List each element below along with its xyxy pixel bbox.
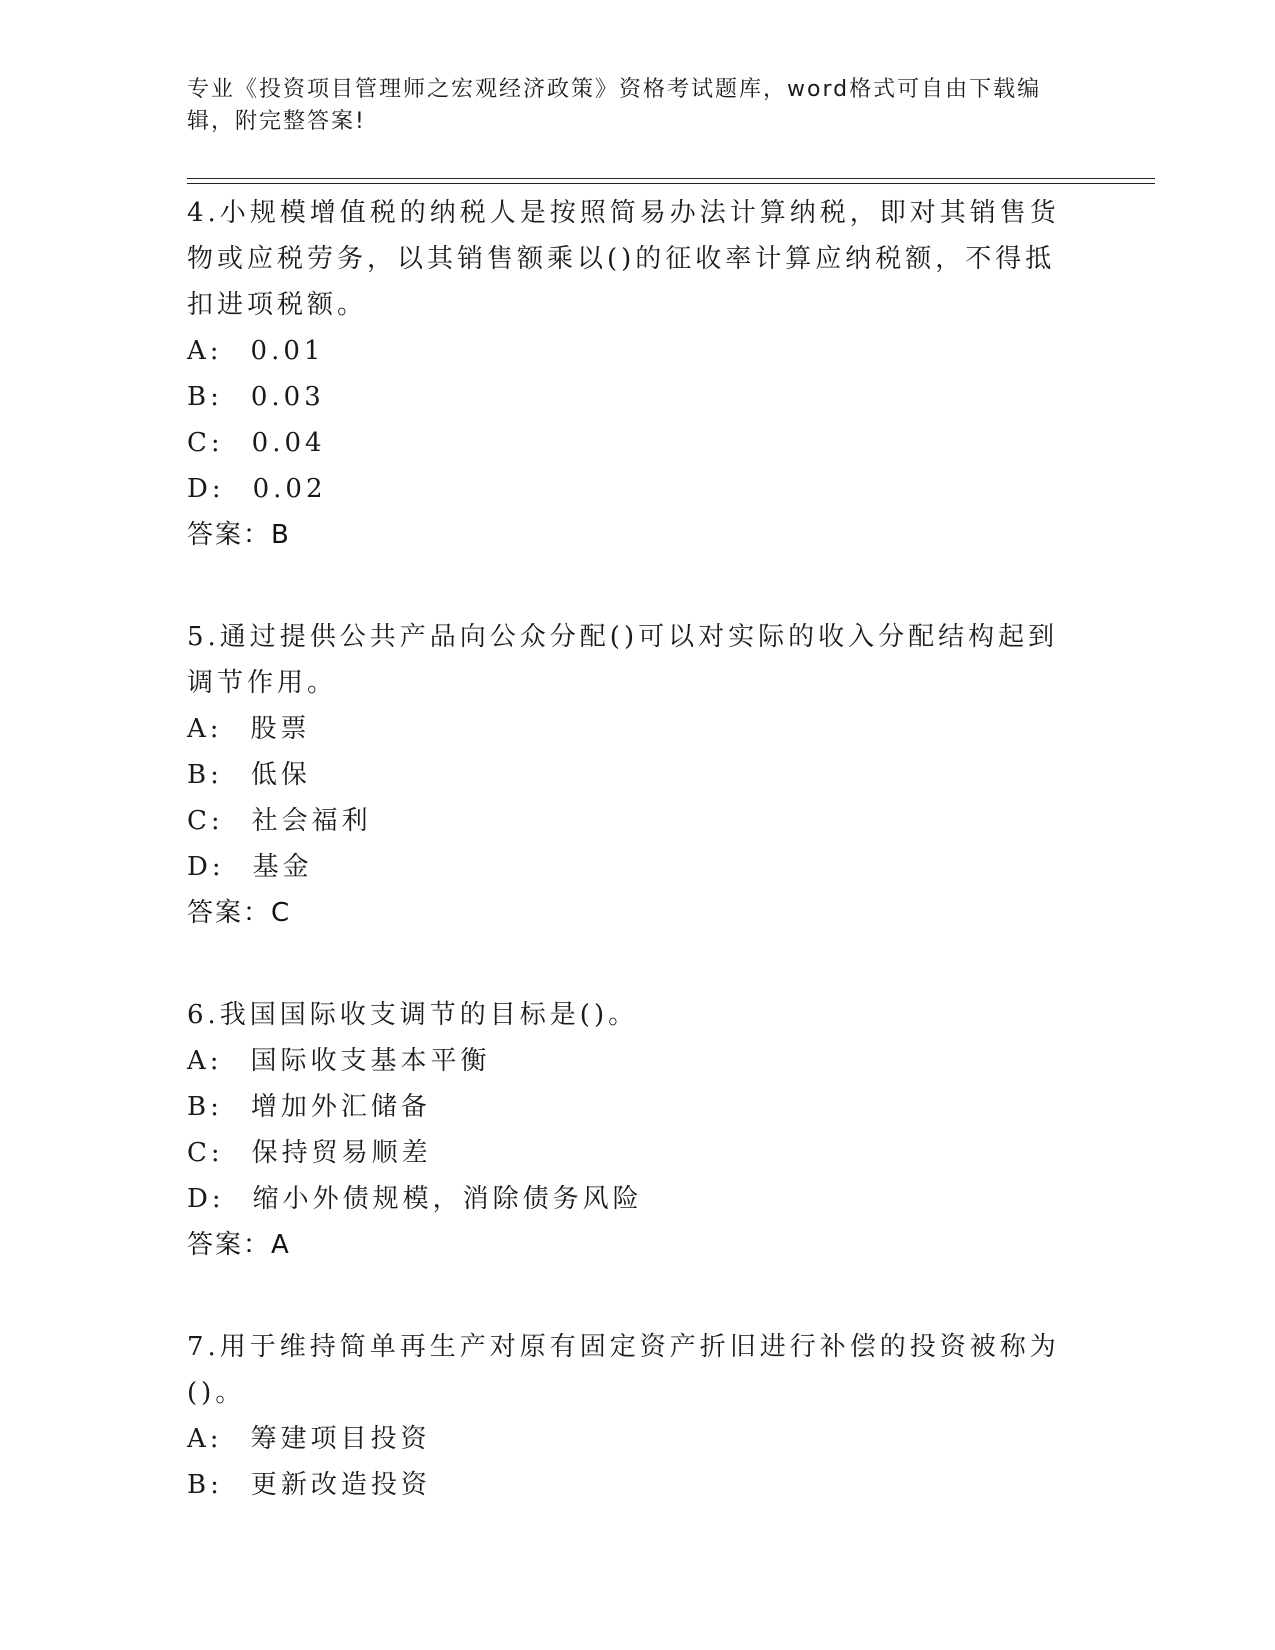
option-letter: A: (187, 714, 223, 744)
option-letter: B: (187, 760, 223, 790)
option-text: 增加外汇储备 (250, 1092, 431, 1122)
option-text: 国际收支基本平衡 (250, 1046, 491, 1076)
question-stem: 7.用于维持简单再生产对原有固定资产折旧进行补偿的投资被称为()。 (187, 1332, 1060, 1408)
question-item (187, 614, 1067, 936)
document-header (187, 74, 1067, 138)
question-option (187, 420, 1067, 466)
answer-value: A (271, 1230, 289, 1260)
question-option (187, 706, 1067, 752)
question-option (187, 1084, 1067, 1130)
option-text: 缩小外债规模，消除债务风险 (252, 1184, 643, 1214)
header-line-1: 专业《投资项目管理师之宏观经济政策》资格考试题库，word格式可自由下载编 (187, 77, 1042, 102)
option-text: 保持贸易顺差 (251, 1138, 432, 1168)
question-option (187, 798, 1067, 844)
question-answer (187, 890, 1067, 936)
question-option (187, 844, 1067, 890)
question-option (187, 752, 1067, 798)
option-text: 筹建项目投资 (250, 1424, 431, 1454)
question-item (187, 992, 1067, 1268)
option-text: 0.03 (250, 382, 325, 412)
question-option (187, 1416, 1067, 1462)
option-letter: D: (187, 1184, 225, 1214)
option-letter: B: (187, 1470, 223, 1500)
answer-value: C (271, 898, 290, 928)
option-text: 社会福利 (251, 806, 372, 836)
option-text: 低保 (250, 760, 311, 790)
question-list (187, 190, 1067, 1564)
question-option (187, 1462, 1067, 1508)
answer-label: 答案： (187, 1230, 272, 1260)
question-item (187, 1324, 1067, 1508)
option-letter: B: (187, 382, 223, 412)
option-text: 股票 (250, 714, 311, 744)
question-stem: 6.我国国际收支调节的目标是()。 (187, 1000, 639, 1030)
answer-value: B (271, 520, 289, 550)
answer-label: 答案： (187, 898, 272, 928)
question-option (187, 466, 1067, 512)
option-letter: C: (187, 806, 224, 836)
header-divider-top (187, 178, 1155, 179)
option-letter: A: (187, 336, 223, 366)
question-option (187, 1130, 1067, 1176)
option-text: 0.02 (252, 474, 327, 504)
question-option (187, 1176, 1067, 1222)
question-option (187, 1038, 1067, 1084)
question-answer (187, 1222, 1067, 1268)
question-option (187, 328, 1067, 374)
answer-label: 答案： (187, 520, 272, 550)
question-option (187, 374, 1067, 420)
option-letter: A: (187, 1424, 223, 1454)
option-text: 0.01 (250, 336, 325, 366)
option-text: 0.04 (251, 428, 326, 458)
option-letter: C: (187, 428, 224, 458)
option-text: 更新改造投资 (250, 1470, 431, 1500)
option-letter: D: (187, 474, 225, 504)
option-text: 基金 (252, 852, 313, 882)
question-answer (187, 512, 1067, 558)
header-line-2: 辑，附完整答案! (187, 109, 366, 134)
header-divider-bottom (187, 183, 1155, 184)
option-letter: D: (187, 852, 225, 882)
question-item (187, 190, 1067, 558)
question-stem: 4.小规模增值税的纳税人是按照简易办法计算纳税，即对其销售货物或应税劳务，以其销售额乘以()的征收率计算应纳税额，不得抵扣进项税额。 (187, 198, 1060, 320)
option-letter: B: (187, 1092, 223, 1122)
option-letter: A: (187, 1046, 223, 1076)
question-stem: 5.通过提供公共产品向公众分配()可以对实际的收入分配结构起到调节作用。 (187, 622, 1059, 698)
option-letter: C: (187, 1138, 224, 1168)
